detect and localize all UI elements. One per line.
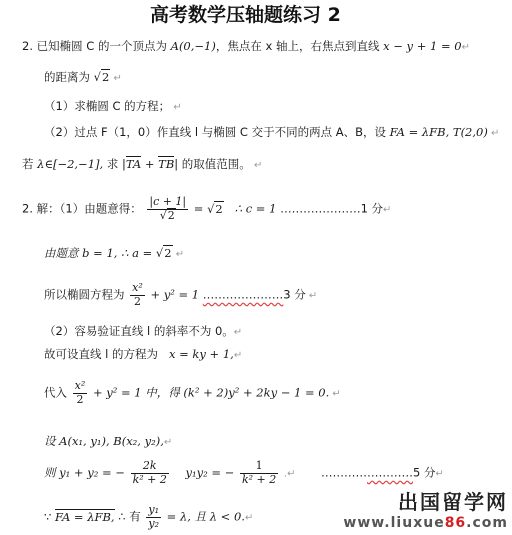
substitution-fraction: $\frac{\text{x²}}{2}$ [74, 379, 86, 406]
problem-line-2: 的距离为 √2 ↵ [44, 70, 122, 84]
solution-line-3: 所以椭圆方程为 $\frac{\text{x²}}{2}$ + y² = 1 …………………3 分 ↵ [44, 281, 318, 308]
distance-fraction: $\frac{|c + 1|}{√2}$ [149, 195, 187, 222]
solution-line-4: （2）容易验证直线 l 的斜率不为 0。↵ [44, 324, 243, 338]
product-roots-fraction: $\frac{1}{\text{k² + 2}}$ [241, 459, 277, 486]
c-value: ∴ c = 1 [234, 201, 277, 216]
problem-part-2-range: 若 λ∈[−2,−1], 求 |TA + TB| 的取值范围。 ↵ [22, 157, 263, 171]
solution-head: 2. 解：（1）由题意得： [22, 201, 142, 216]
solution-line-9: ∵ FA = λFB, ∴ 有 $\frac{\text{y₁}}{\text{y₂}}$ = λ, 且 λ < 0.↵ [44, 503, 254, 530]
given-line-equation: x − y + 1 = 0 [383, 39, 462, 53]
vector-ta: TA [125, 157, 142, 171]
solution-line-8: 则 y₁ + y₂ = − $\frac{2k}{\text{k² + 2}}$ y₁y₂ = − $\frac{1}{\text{k² + 2}}$ .↵ ……………………5 分↵ [44, 459, 444, 486]
solution-line-7: 设 A(x₁, y₁), B(x₂, y₂),↵ [44, 434, 173, 448]
problem-stem-b: ，焦点在 x 轴上，右焦点到直线 [215, 39, 380, 53]
problem-stem-c: 的距离为 [44, 70, 90, 84]
vector-condition: FA = λFB, T(2,0) [389, 125, 488, 139]
ratio-fraction: $\frac{\text{y₁}}{\text{y₂}}$ [148, 503, 160, 530]
page-title: 高考数学压轴题练习 2 [150, 4, 341, 26]
ellipse-x-fraction: $\frac{\text{x²}}{2}$ [132, 281, 143, 308]
problem-stem-a: 已知椭圆 C 的一个顶点为 [36, 39, 167, 53]
lambda-range: λ∈[−2,−1], [37, 157, 104, 171]
problem-part-1: （1）求椭圆 C 的方程； ↵ [44, 99, 182, 113]
distance-sqrt: √2 [93, 70, 110, 84]
score-5: 5 分 [413, 465, 436, 480]
solution-line-5: 故可设直线 l 的方程为 x = ky + 1,↵ [44, 347, 243, 361]
vector-tb: TB [158, 157, 175, 171]
watermark-url: www.liuxue86.com [343, 515, 508, 531]
watermark-title: 出国留学网 [398, 490, 508, 514]
problem-part-2: （2）过点 F（1，0）作直线 l 与椭圆 C 交于不同的两点 A、B，设 FA = λFB, T(2,0) ↵ [44, 125, 500, 139]
vertex-coordinate: A(0,−1) [170, 39, 216, 53]
score-3: 3 分 [283, 287, 306, 302]
problem-line-1: 2. 已知椭圆 C 的一个顶点为 A(0,−1)，焦点在 x 轴上，右焦点到直线 x − y + 1 = 0↵ [22, 39, 470, 53]
problem-number: 2. [22, 39, 33, 53]
solution-line-6: 代入 $\frac{\text{x²}}{2}$ + y² = 1 中，得 (k² + 2)y² + 2ky − 1 = 0. ↵ [44, 379, 341, 406]
solution-line-1: 2. 解：（1）由题意得： $\frac{|c + 1|}{√2}$ = √2 ∴ c = 1 …………………1 分↵ [22, 195, 392, 222]
solution-line-2: 由题意 b = 1, ∴ a = √2 ↵ [44, 246, 185, 260]
sum-roots-fraction: $\frac{2k}{\text{k² + 2}}$ [132, 459, 167, 486]
score-1: 1 分 [360, 201, 384, 216]
site-watermark [343, 486, 508, 531]
